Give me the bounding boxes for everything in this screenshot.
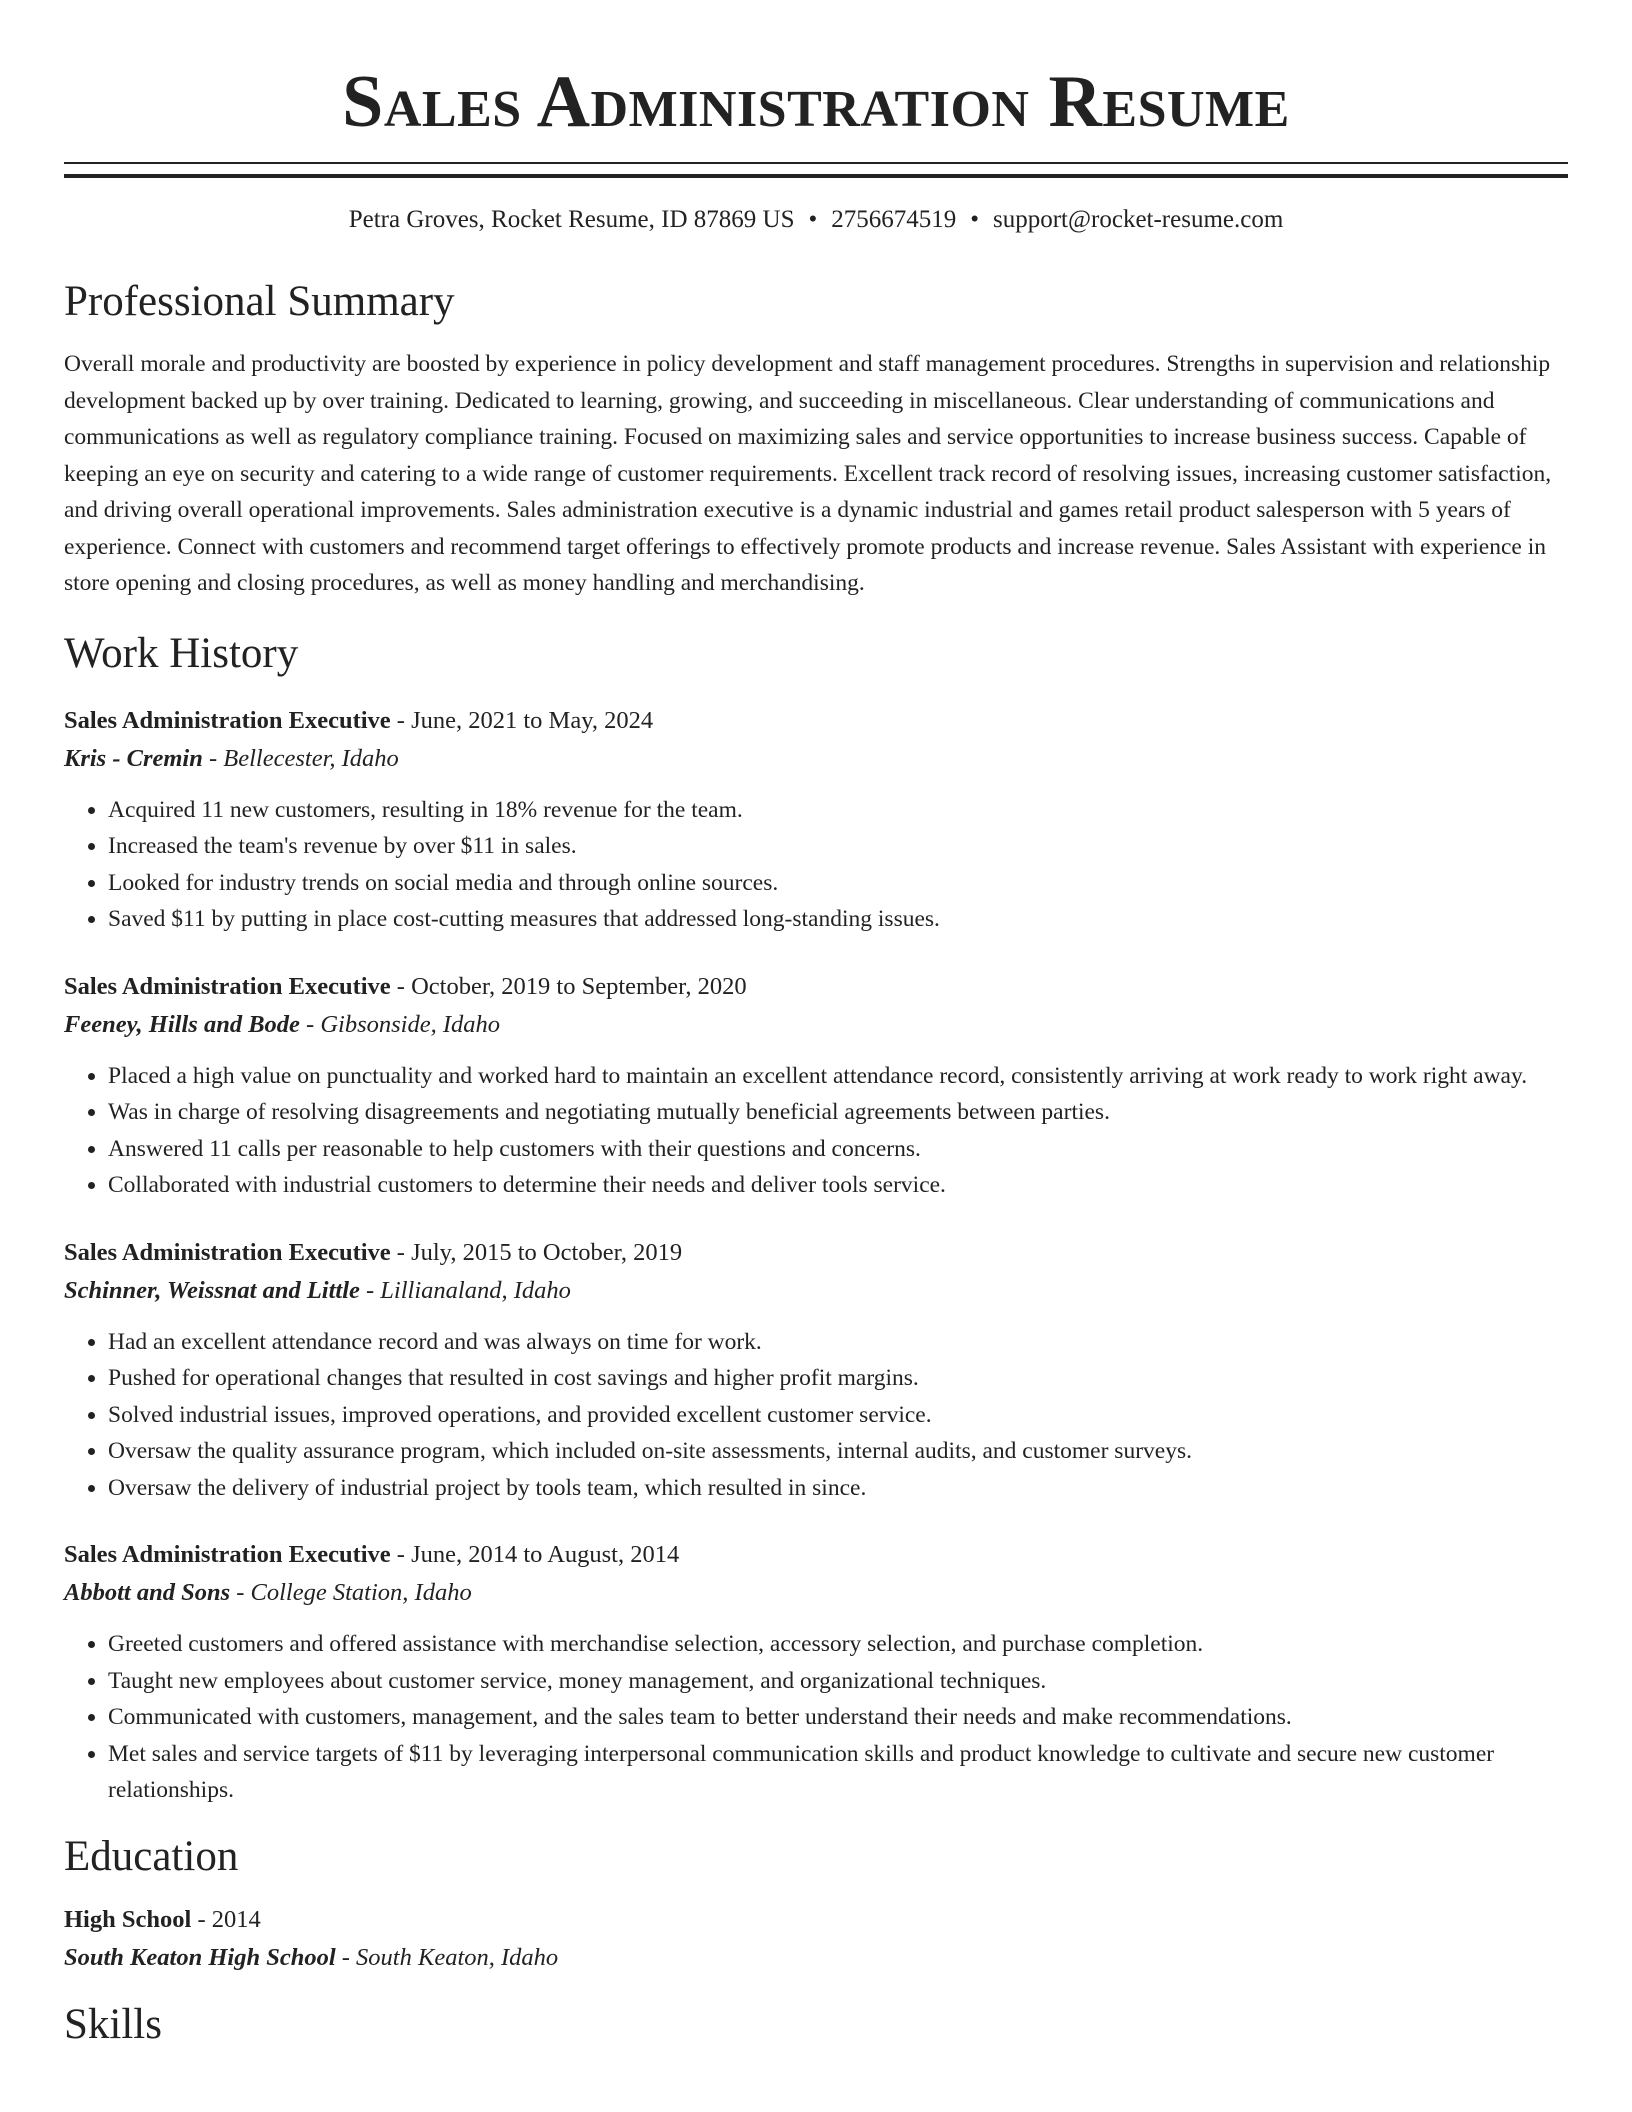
job-dates: - October, 2019 to September, 2020 bbox=[390, 972, 747, 1000]
job-location: - College Station, Idaho bbox=[230, 1579, 472, 1606]
contact-phone: 2756674519 bbox=[831, 206, 957, 233]
job-bullet: • Saved $11 by putting in place cost-cutting measures that addressed long-standing issues. bbox=[108, 901, 1568, 938]
job-bullet: • Pushed for operational changes that resulted in cost savings and higher profit margins. bbox=[108, 1360, 1568, 1397]
skills-heading: Skills bbox=[64, 2000, 162, 2048]
contact-email: support@rocket-resume.com bbox=[993, 206, 1284, 233]
job-bullet: • Had an excellent attendance record and was always on time for work. bbox=[108, 1324, 1568, 1361]
job-location: - Bellecester, Idaho bbox=[202, 744, 399, 772]
education-location: - South Keaton, Idaho bbox=[335, 1943, 559, 1971]
job-company: Feeney, Hills and Bode bbox=[64, 1010, 300, 1038]
job-dates: - July, 2015 to October, 2019 bbox=[390, 1238, 683, 1266]
job-dates: - June, 2014 to August, 2014 bbox=[390, 1541, 680, 1568]
job-title-line bbox=[64, 1234, 1568, 1272]
job-bullet: • Greeted customers and offered assistance with merchandise selection, accessory selection, and purchase completion. bbox=[108, 1626, 1568, 1663]
job-company-line bbox=[64, 1272, 1568, 1310]
job-bullet: • Oversaw the delivery of industrial project by tools team, which resulted in since. bbox=[108, 1470, 1568, 1507]
job-company-line bbox=[64, 1574, 1568, 1612]
job-dates: - June, 2021 to May, 2024 bbox=[390, 706, 654, 734]
job-company-line bbox=[64, 1006, 1568, 1044]
job-bullet: • Communicated with customers, management, and the sales team to better understand their needs and make recommendations. bbox=[108, 1699, 1568, 1736]
job-bullet: • Oversaw the quality assurance program, which included on-site assessments, internal audits, and customer surveys. bbox=[108, 1433, 1568, 1470]
contact-separator: • bbox=[808, 206, 818, 233]
job-location: - Lillianaland, Idaho bbox=[359, 1276, 571, 1304]
job-bullets bbox=[64, 1626, 1568, 1809]
job-title: Sales Administration Executive bbox=[64, 972, 391, 1000]
job-bullet: • Was in charge of resolving disagreements and negotiating mutually beneficial agreements between parties. bbox=[108, 1094, 1568, 1131]
job-title: Sales Administration Executive bbox=[64, 1541, 391, 1568]
job-bullet: • Placed a high value on punctuality and worked hard to maintain an excellent attendance record, consistently arriving at work ready to work right away. bbox=[108, 1058, 1568, 1095]
job-title-line bbox=[64, 968, 1568, 1006]
job-title: Sales Administration Executive bbox=[64, 1238, 391, 1266]
summary-heading: Professional Summary bbox=[64, 278, 455, 325]
education-school-line bbox=[64, 1939, 1568, 1977]
contact-separator: • bbox=[970, 206, 979, 233]
job-entry bbox=[64, 1536, 1568, 1809]
job-bullet: • Looked for industry trends on social media and through online sources. bbox=[108, 865, 1568, 902]
contact-address: Petra Groves, Rocket Resume, ID 87869 US bbox=[348, 206, 795, 233]
job-title-line bbox=[64, 702, 1568, 740]
job-title-line bbox=[64, 1536, 1568, 1574]
job-company: Abbott and Sons bbox=[64, 1579, 231, 1606]
summary-text: Overall morale and productivity are boosted by experience in policy development and staff management procedures. Strengths in supervision and relationship development backed up by over training. Dedicated to learning, growing, and succeeding in miscellaneous. Clear understanding of communications and communications as well as regulatory compliance training. Focused on maximizing sales and service opportunities to increase business success. Capable of keeping an eye on security and catering to a wide range of customer requirements. Excellent track record of resolving issues, increasing customer satisfaction, and driving overall operational improvements. Sales administration executive is a dynamic industrial and games retail product salesperson with 5 years of experience. Connect with customers and recommend target offerings to effectively promote products and increase revenue. Sales Assistant with experience in store opening and closing procedures, as well as money handling and merchandising. bbox=[64, 351, 1552, 596]
education-entry bbox=[64, 1901, 1568, 1977]
job-bullet: • Taught new employees about customer service, money management, and organizational techniques. bbox=[108, 1663, 1568, 1700]
education-degree: High School bbox=[64, 1905, 192, 1933]
title-divider bbox=[64, 162, 1568, 178]
job-bullet: • Increased the team's revenue by over $11 in sales. bbox=[108, 828, 1568, 865]
job-bullets bbox=[64, 1324, 1568, 1507]
education-degree-line bbox=[64, 1901, 1568, 1939]
resume-page bbox=[64, 0, 1568, 2051]
job-company: Schinner, Weissnat and Little bbox=[64, 1276, 360, 1304]
education-heading: Education bbox=[64, 1832, 239, 1880]
job-bullets bbox=[64, 792, 1568, 938]
contact-line bbox=[64, 204, 1568, 236]
job-title: Sales Administration Executive bbox=[64, 706, 391, 734]
job-location: - Gibsonside, Idaho bbox=[299, 1010, 500, 1038]
job-company-line bbox=[64, 740, 1568, 778]
job-bullet: • Met sales and service targets of $11 by leveraging interpersonal communication skills and product knowledge to cultivate and secure new customer relationships. bbox=[108, 1736, 1568, 1809]
education-school: South Keaton High School bbox=[64, 1943, 336, 1971]
job-entry bbox=[64, 702, 1568, 938]
job-company: Kris - Cremin bbox=[64, 744, 203, 772]
resume-title: Sales Administration Resume bbox=[342, 61, 1290, 143]
job-entry bbox=[64, 968, 1568, 1204]
job-entry bbox=[64, 1234, 1568, 1507]
job-bullet: • Collaborated with industrial customers to determine their needs and deliver tools service. bbox=[108, 1167, 1568, 1204]
job-bullet: • Solved industrial issues, improved operations, and provided excellent customer service. bbox=[108, 1397, 1568, 1434]
job-bullet: • Answered 11 calls per reasonable to help customers with their questions and concerns. bbox=[108, 1131, 1568, 1168]
education-year: - 2014 bbox=[191, 1905, 261, 1933]
work-history-heading: Work History bbox=[64, 629, 299, 677]
job-bullets bbox=[64, 1058, 1568, 1204]
job-bullet: • Acquired 11 new customers, resulting in 18% revenue for the team. bbox=[108, 792, 1568, 829]
